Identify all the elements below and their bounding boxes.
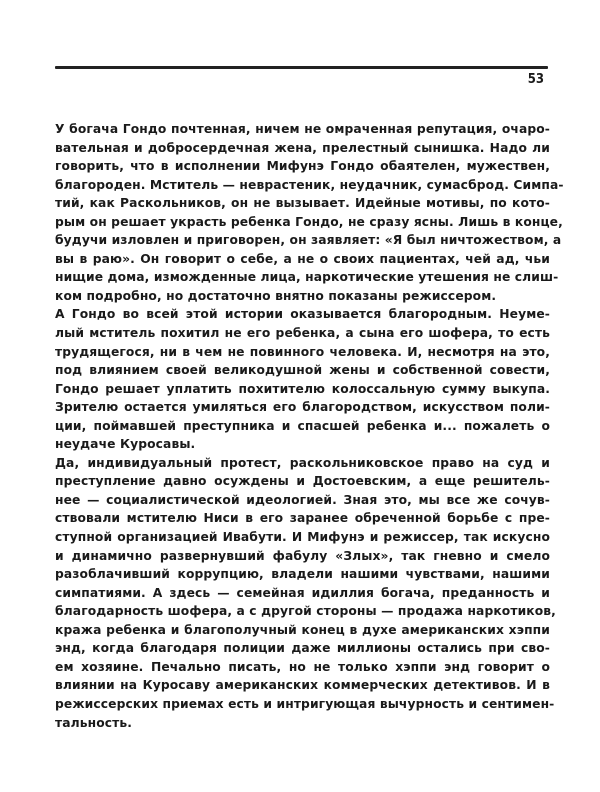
text-line: нее — социалистической идеологией. Зная это, мы все же сочув-	[55, 492, 550, 507]
body-text	[55, 120, 564, 732]
text-line: вательная и добросердечная жена, прелестный сынишка. Надо ли	[55, 140, 550, 155]
text-line: тий, как Раскольников, он не вызывает. Идейные мотивы, по кото-	[55, 196, 550, 211]
text-line: ступной организацией Ивабути. И Мифунэ и режиссер, так искусно	[55, 530, 550, 545]
text-line: Гондо решает уплатить похитителю колоссальную сумму выкупа.	[55, 381, 550, 396]
text-line: симпатиями. А здесь — семейная идиллия богача, преданность и	[55, 585, 550, 600]
text-line: ком подробно, но достаточно внятно показаны режиссером.	[55, 288, 497, 303]
text-line: лый мститель похитил не его ребенка, а сына его шофера, то есть	[55, 326, 550, 341]
text-line: благороден. Мститель — неврастеник, неудачник, сумасброд. Симпа-	[55, 177, 564, 192]
text-line: будучи изловлен и приговорен, он заявляет: «Я был ничтожеством, а	[55, 233, 562, 248]
text-line: неудаче Куросавы.	[55, 437, 196, 452]
text-line: ции, поймавшей преступника и спасшей ребенка и... пожалеть о	[55, 418, 550, 433]
text-line: разоблачивший коррупцию, владели нашими чувствами, нашими	[55, 567, 550, 582]
text-line: Да, индивидуальный протест, раскольниковское право на суд и	[55, 455, 550, 470]
page-number: 53	[527, 72, 544, 87]
text-line: трудящегося, ни в чем не повинного человека. И, несмотря на это,	[55, 344, 550, 359]
header-rule	[55, 66, 548, 69]
text-line: энд, когда благодаря полиции даже миллионы остались при сво-	[55, 641, 550, 656]
text-line: А Гондо во всей этой истории оказывается благородным. Неуме-	[55, 307, 550, 322]
text-line: кража ребенка и благополучный конец в духе американских хэппи	[55, 622, 550, 637]
text-line: благодарность шофера, а с другой стороны — продажа наркотиков,	[55, 604, 556, 619]
paragraph	[55, 454, 556, 732]
text-line: Зрителю остается умиляться его благородством, искусством поли-	[55, 400, 550, 415]
text-line: влиянии на Куросаву американских коммерческих детективов. И в	[55, 678, 550, 693]
text-line: под влиянием своей великодушной жены и собственной совести,	[55, 363, 550, 378]
text-line: У богача Гондо почтенная, ничем не омраченная репутация, очаро-	[55, 122, 550, 136]
paragraph	[55, 305, 550, 453]
text-line: тальность.	[55, 715, 133, 730]
text-line: режиссерских приемах есть и интригующая вычурность и сентимен-	[55, 696, 555, 711]
text-line: рым он решает украсть ребенка Гондо, не сразу ясны. Лишь в конце,	[55, 214, 563, 229]
text-line: ствовали мстителю Ниси в его заранее обреченной борьбе с пре-	[55, 511, 550, 526]
text-line: нищие дома, изможденные лица, наркотические утешения не слиш-	[55, 270, 559, 285]
text-line: ем хозяине. Печально писать, но не только хэппи энд говорит о	[55, 659, 550, 674]
text-line: вы в раю». Он говорит о себе, а не о своих пациентах, чей ад, чьи	[55, 251, 550, 266]
paragraph	[55, 120, 564, 305]
text-line: говорить, что в исполнении Мифунэ Гондо обаятелен, мужествен,	[55, 159, 550, 174]
text-line: преступление давно осуждены и Достоевским, а еще решитель-	[55, 474, 550, 489]
text-line: и динамично развернувший фабулу «Злых», так гневно и смело	[55, 548, 550, 563]
